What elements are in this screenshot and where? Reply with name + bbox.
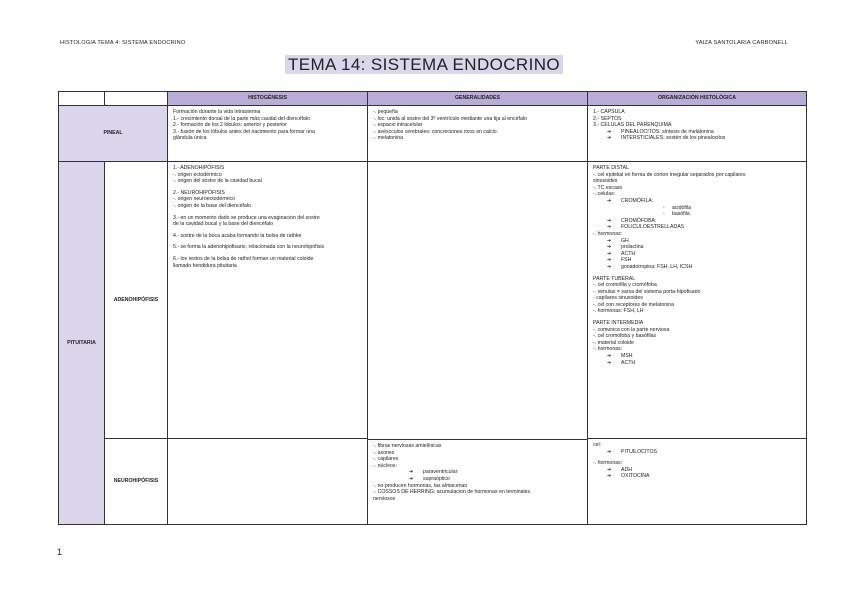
pituitaria-generalidades-cell	[368, 162, 588, 525]
arrow-right-icon: ➔	[607, 263, 612, 270]
list-item: ➔ MSH	[607, 353, 633, 360]
arrow-right-icon: ➔	[607, 473, 612, 480]
text-line: -. COSSOS DE HERRING: acumulacion de hormonas en terminales	[373, 489, 531, 496]
blank-header-cell	[105, 92, 168, 106]
text-line: -. cel cromofila y cromófoba	[593, 282, 657, 289]
page-title: TEMA 14: SISTEMA ENDOCRINO	[0, 55, 848, 75]
arrow-right-icon: ➔	[409, 475, 414, 482]
table-header-row	[59, 92, 807, 106]
arrow-right-icon: ➔	[607, 466, 612, 473]
row-label-adenohipofisis: ADENOHIPÓFISIS	[105, 162, 168, 439]
text-line: -. material coloide	[593, 339, 634, 346]
text-line: 1.- CÁPSULA	[593, 109, 625, 115]
list-item: ➔ ACTH	[607, 359, 636, 366]
list-item: ➔ gonadotropina: FSH, LH, ICSH	[607, 263, 693, 270]
text-line: 6.- los restos de la bolsa de rathel forman un material coloide	[173, 255, 314, 262]
column-header-generalidades: GENERALIDADES	[368, 92, 588, 106]
arrow-right-icon: ➔	[607, 250, 612, 257]
text-line: -. hormonas:	[593, 230, 623, 237]
list-item: ➔ FSH	[607, 257, 632, 264]
arrow-right-icon: ➔	[607, 353, 612, 360]
arrow-right-icon: ➔	[607, 359, 612, 366]
adeno-organizacion-cell	[588, 162, 807, 439]
text-line: -. hormonas:	[593, 460, 623, 467]
running-header-right: YAIZA SANTOLARIA CARBONELL	[695, 40, 788, 46]
neuro-generalidades-block	[368, 439, 587, 505]
text-line: 1.- ADENOHIPÓFISIS	[173, 165, 225, 171]
section-heading: PARTE INTERMEDIA	[593, 320, 644, 327]
table-row-pineal	[59, 106, 807, 162]
text-line: -. cel epitelial en forma de corton irregular separados por capilares	[593, 171, 746, 178]
arrow-right-icon: ➔	[607, 224, 612, 231]
arrow-right-icon: ➔	[607, 244, 612, 251]
blank-header-cell	[59, 92, 105, 106]
text-line: glándula única	[173, 135, 207, 142]
text-line: -. fibras nerviosas amielínicas	[373, 443, 442, 449]
text-line: -. vénulas = xarxa del sistema porta-hipofisario	[593, 288, 701, 295]
list-item: ➔ OXITOCINA	[607, 473, 650, 480]
row-label-neurohipofisis: NEUROHIPÓFISIS	[105, 439, 168, 525]
text-line: -. TC escaso	[593, 184, 623, 191]
list-item: ➔ GH	[607, 237, 629, 244]
column-header-histogenesis: HISTOGÉNESIS	[168, 92, 368, 106]
list-item: ➔ PITUILOCITOS	[607, 448, 657, 455]
text-line: -. hormonas: FSH, LH	[593, 308, 644, 315]
text-line: - capilares sinusoides	[593, 295, 643, 302]
row-label-pituitaria: PITUITARIA	[59, 162, 105, 525]
list-item: - basófila	[663, 211, 690, 218]
neuro-histogenesis-cell	[168, 439, 368, 525]
endocrine-table	[58, 91, 807, 525]
row-label-pineal: PINEAL	[59, 106, 168, 162]
text-line: 2.- NEUROHIPÓFISIS	[173, 189, 225, 196]
arrow-right-icon: ➔	[607, 237, 612, 244]
arrow-right-icon: ➔	[607, 448, 612, 455]
text-line: cel:	[593, 442, 602, 448]
text-line: -. avéscculos cerebrales: concreciones ricos en calcio	[373, 128, 497, 135]
text-line: 2.- formación de los 2 lóbulos: anterior y posterior	[173, 122, 287, 129]
text-line: sinusoides	[593, 178, 618, 185]
text-line: -. comunica con la parte nerviosa	[593, 326, 670, 333]
text-line: 3.- en un momento dado se produce una evaginacion del sostre	[173, 214, 320, 221]
text-line: Formación durante la vida intrauterina	[173, 109, 261, 115]
text-line: -. pequeña	[373, 109, 398, 115]
text-line: -. loc: unida al sostre del 3º ventrículo mediante una tija al encéfalo	[373, 115, 527, 122]
text-line: -. melatonina	[373, 135, 403, 142]
column-header-organizacion: ORGANIZACIÓN HISTOLÓGICA	[588, 92, 807, 106]
text-line: 3.- CELULAS DEL PARENQUIMA	[593, 122, 672, 129]
list-item: ➔ CROMÓFILA:	[607, 197, 654, 204]
text-line: -. hormonas:	[593, 346, 623, 353]
text-line: 5.- se forma la adenohipofisario, relacionada con la neurohipófisis	[173, 244, 325, 251]
text-line: -. cel con receptores de melatonina	[593, 301, 675, 308]
list-item: - acidófila	[663, 204, 691, 211]
list-item: ➔ ACTH	[607, 250, 636, 257]
text-line: -. núcleos:	[373, 462, 397, 469]
list-item: ➔ ADH	[607, 466, 632, 473]
arrow-right-icon: ➔	[607, 128, 612, 135]
pineal-histogenesis-cell	[168, 106, 368, 162]
arrow-right-icon: ➔	[409, 469, 414, 476]
text-line: 4.- sostre de la boca acaba formando la bolsa de rathke	[173, 232, 302, 239]
list-item: ➔ FOLICULOESTRELLADAS	[607, 224, 685, 231]
pineal-organizacion-cell	[588, 106, 807, 162]
text-line: 2.- SEPTOS	[593, 115, 622, 122]
text-line: -. no producen hormonas, las almacenan	[373, 482, 468, 489]
page-number: 1	[57, 547, 63, 557]
list-item: ➔ CROMÓFOBA:	[607, 217, 657, 224]
list-item: ➔ paraventricular	[409, 469, 458, 476]
running-header-left: HISTOLOGIA TEMA 4: SISTEMA ENDOCRINO	[60, 40, 186, 46]
text-line: -. origen del sostre de la cavidad bucal	[173, 178, 262, 185]
arrow-right-icon: ➔	[607, 257, 612, 264]
text-line: -. cel cromófoba y basófilas	[593, 333, 657, 340]
arrow-right-icon: ➔	[607, 197, 612, 204]
table-row-adenohipofisis	[59, 162, 807, 439]
text-line: de la cavidad bucal y la base del diencéfalo	[173, 221, 274, 228]
text-line: -. espacio intracelular	[373, 122, 423, 129]
text-line: llamado hendidura pituitaria	[173, 262, 237, 269]
text-line: 1.- crecimiento dorsal de la parte más caudal del diencéfalo	[173, 115, 310, 122]
neuro-organizacion-cell	[588, 439, 807, 525]
list-item: ➔ prolactina	[607, 244, 644, 251]
text-line: nerviosos	[373, 495, 396, 502]
list-item: ➔ PINEALOCITOS: síntesis de melatonina	[607, 128, 714, 135]
pineal-generalidades-cell	[368, 106, 588, 162]
text-line: -. capilares	[373, 456, 399, 463]
list-item: ➔ INTERSTICIALES: sostén de los pinealocitos	[607, 135, 726, 142]
text-line: -. origen neuroectodérmico	[173, 196, 235, 203]
section-heading: PARTE DISTAL	[593, 165, 630, 171]
text-line: 3.- fusión de los lóbulos antes del nacimiento para formar una	[173, 128, 315, 135]
section-heading: PARTE TUBERAL	[593, 275, 636, 282]
arrow-right-icon: ➔	[607, 217, 612, 224]
text-line: -. axones	[373, 449, 395, 456]
adeno-histogenesis-cell	[168, 162, 368, 439]
text-line: -. origen ectodérmico	[173, 171, 222, 178]
arrow-right-icon: ➔	[607, 135, 612, 142]
text-line: -. origen de la base del diencéfalo	[173, 202, 251, 209]
list-item: ➔ supraóptico	[409, 475, 450, 482]
text-line: -. celulas:	[593, 191, 616, 198]
